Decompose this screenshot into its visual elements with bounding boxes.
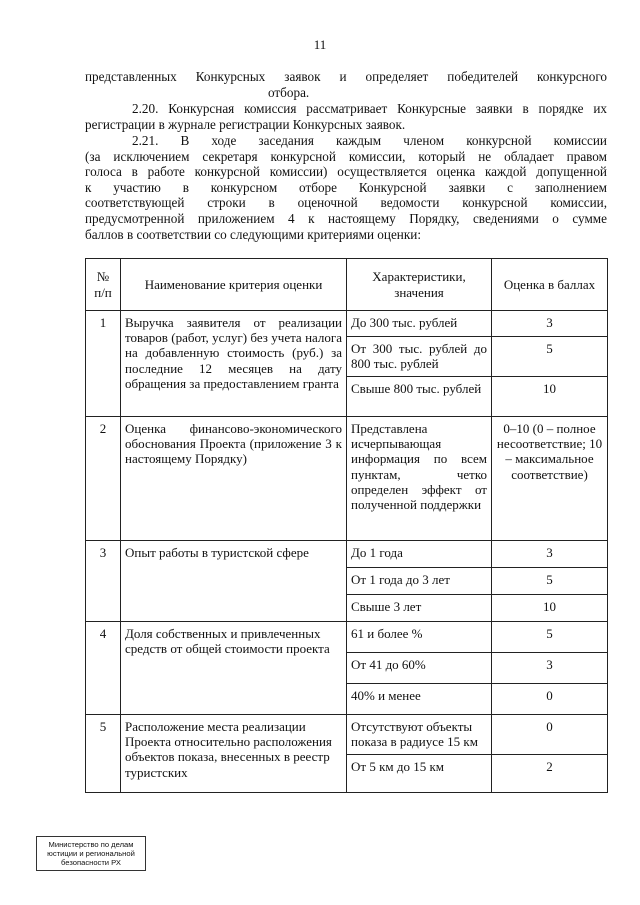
criterion-score: 0 — [492, 684, 608, 715]
criterion-name: Опыт работы в туристской сфере — [121, 541, 347, 622]
ministry-stamp — [36, 836, 146, 871]
criterion-characteristic: От 5 км до 15 км — [347, 755, 492, 793]
criterion-score: 10 — [492, 595, 608, 622]
criterion-characteristic: Свыше 800 тыс. рублей — [347, 377, 492, 417]
criterion-name: Расположение места реализации Проекта относительно расположения объектов показа, внесенных в реестр туристских — [121, 715, 347, 793]
criterion-name: Доля собственных и привлеченных средств от общей стоимости проекта — [121, 622, 347, 715]
table-row — [86, 417, 608, 541]
criterion-characteristic: Отсутствуют объекты показа в радиусе 15 км — [347, 715, 492, 755]
header-score: Оценка в баллах — [492, 259, 608, 311]
criterion-num: 2 — [86, 417, 121, 541]
criterion-characteristic: До 1 года — [347, 541, 492, 568]
criterion-characteristic: От 41 до 60% — [347, 653, 492, 684]
criterion-score: 3 — [492, 653, 608, 684]
text-line: отбора. — [268, 84, 310, 100]
table-row — [86, 311, 608, 337]
criterion-score: 5 — [492, 568, 608, 595]
text-line: к участию в конкурсном отборе Конкурсной заявки с заполнением — [85, 179, 607, 195]
header-name: Наименование критерия оценки — [121, 259, 347, 311]
text-line: (за исключением секретаря конкурсной комиссии, который не обладает правом — [85, 148, 607, 164]
criterion-characteristic: 40% и менее — [347, 684, 492, 715]
criterion-name: Оценка финансово-экономического обоснования Проекта (приложение 3 к настоящему Порядку) — [121, 417, 347, 541]
criterion-num: 4 — [86, 622, 121, 715]
header-num: № п/п — [86, 259, 121, 311]
criterion-characteristic: 61 и более % — [347, 622, 492, 653]
table-row — [86, 715, 608, 755]
criterion-name: Выручка заявителя от реализации товаров (работ, услуг) без учета налога на добавленную стоимость (руб.) за последние 12 месяцев на дату обращения за предоставлением гранта — [121, 311, 347, 417]
text-line: 2.21. В ходе заседания каждым членом конкурсной комиссии — [132, 133, 607, 148]
criterion-score: 0–10 (0 – полное несоответствие; 10 – максимальное соответствие) — [492, 417, 608, 541]
text-line: предусмотренной приложением 4 к настоящему Порядку, сведениями о сумме — [85, 210, 607, 226]
stamp-line: Министерство по делам — [48, 840, 134, 849]
table-row — [86, 541, 608, 568]
table-row — [86, 622, 608, 653]
criteria-table — [85, 258, 608, 793]
text-line: соответствующей строки в оценочной ведомости конкурсной комиссии, — [85, 195, 607, 211]
criterion-score: 5 — [492, 622, 608, 653]
page-number: 11 — [313, 37, 327, 52]
criterion-characteristic: От 300 тыс. рублей до 800 тыс. рублей — [347, 337, 492, 377]
criterion-num: 3 — [86, 541, 121, 622]
stamp-line: юстиции и региональной — [47, 849, 135, 858]
criterion-characteristic: До 300 тыс. рублей — [347, 311, 492, 337]
text-line: представленных Конкурсных заявок и определяет победителей конкурсного — [85, 69, 607, 84]
text-line: голоса в работе конкурсной комиссии) осуществляется оценка каждой допущенной — [85, 164, 607, 180]
criterion-score: 5 — [492, 337, 608, 377]
text-line: 2.20. Конкурсная комиссия рассматривает Конкурсные заявки в порядке их — [132, 101, 607, 116]
intro-paragraph — [85, 69, 607, 100]
criterion-characteristic: Представлена исчерпывающая информация по всем пунктам, четко определен эффект от полученной поддержки — [347, 417, 492, 541]
criterion-score: 2 — [492, 755, 608, 793]
criterion-characteristic: От 1 года до 3 лет — [347, 568, 492, 595]
text-line: регистрации в журнале регистрации Конкурсных заявок. — [85, 116, 406, 132]
table-header-row — [86, 259, 608, 311]
criterion-num: 5 — [86, 715, 121, 793]
criterion-characteristic: Свыше 3 лет — [347, 595, 492, 622]
criterion-score: 3 — [492, 311, 608, 337]
paragraph-2-20 — [85, 101, 607, 132]
text-line: баллов в соответствии со следующими критериями оценки: — [85, 226, 421, 242]
criterion-num: 1 — [86, 311, 121, 417]
header-characteristics: Характеристики, значения — [347, 259, 492, 311]
criterion-score: 10 — [492, 377, 608, 417]
criterion-score: 0 — [492, 715, 608, 755]
paragraph-2-21 — [85, 133, 607, 242]
criterion-score: 3 — [492, 541, 608, 568]
stamp-line: безопасности РХ — [61, 858, 121, 867]
